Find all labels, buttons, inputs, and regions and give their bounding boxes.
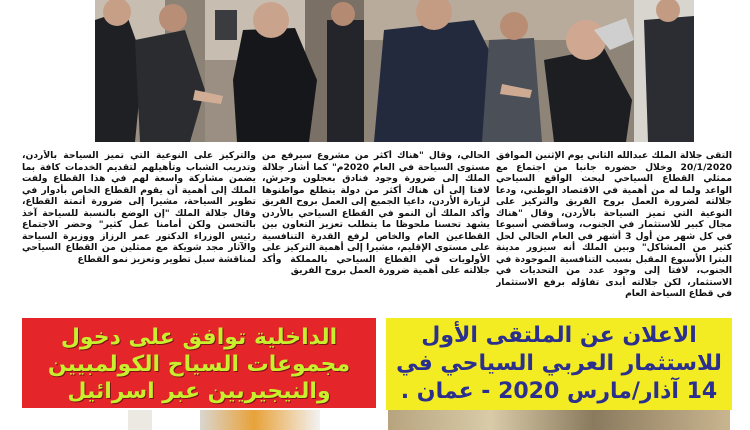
headline-banner-red (22, 318, 376, 408)
headline-banner-yellow (386, 318, 732, 410)
headline-red-line-3: والنيجيريين عبر اسرائيل (67, 379, 331, 404)
emblem-strip-bottom (128, 410, 152, 430)
photo-strip-bottom-right (388, 410, 730, 430)
article-column-left-text: والتركيز على النوعية التي تميز السياحة بالأردن، وتدريب الشباب وتأهيلهم لتقديم الخدمات كافة بما يضمن مشاركة واسعة لهم في هذا القطاع ولفت الملك إلى أهمية أن يقوم القطاع الخاص بأدوار في تطوير السياحة، مشيرا إلى ضرورة أتمتة القطاع، وقال جلالة الملك "إن الوضع بالنسبة للسياحة آخذ بالتحسن ولكن أمامنا عمل كثير" وحضر الاجتماع رئيس الوزراء الدكتور عمر الرزاز ووزيرة السياحة والآثار مجد شويكة مع ممثلين من القطاع السياحي لمناقشة سبل تطوير وتعزيز نمو القطاع (22, 150, 256, 265)
article-column-right-text: التقى جلالة الملك عبدالله الثاني يوم الإثنين الموافق 20/1/2020 وخلال حضوره جانبا من اجتماع مع ممثلي القطاع السياحي لبحث الواقع السياحي الواعد ولما له من أهمية في الاقتصاد الوطني، ودعا جلالته لضرورة العمل بروح الفريق والتركيز على النوعية التي تميز السياحة بالأردن، وقال "هناك مجال كبير للاستثمار في الجنوب، وسأقضي أسبوعا في كل شهر من أول 3 أشهر في العام الحالي لحل كثير من المشاكل" وبين الملك أنه سيزور مدينة البترا الأسبوع المقبل بسبب التنافسية الموجودة في الجنوب، لافتا إلى وجود عدد من التحديات في الاستثمار، لكن جلالته أبدى تفاؤله برفع الاستثمار في قطاع السياحة العام (496, 150, 732, 299)
headline-red-line-2: مجموعات السياح الكولمبيين (47, 352, 351, 377)
article-column-middle-text: الحالي، وقال "هناك أكثر من مشروع سيرفع من مستوى السياحة في العام 2020م" كما أشار جلالة الملك إلى ضرورة وجود فنادق بعجلون وجرش، لافتا إلى أن هناك أكثر من دولة يتطلع مواطنوها لزيارة الأردن، داعيا الجميع إلى العمل بروح الفريق وأكد الملك أن النمو في القطاع السياحي بالأردن يشهد تحسنا ملحوظا ما يتطلب تعزيز التعاون بين القطاعين العام والخاص لرفع القدرة التنافسية على مستوى الإقليم، مشيرا إلى أهمية التركيز على الأولويات في القطاع السياحي بالمملكة وأكد جلالته على أهمية ضرورة العمل بروح الفريق (262, 150, 490, 276)
headline-yellow-line-3: 14 آذار/مارس 2020 - عمان . (400, 379, 718, 404)
headline-red-line-1: الداخلية توافق على دخول (60, 325, 338, 350)
photo-strip-bottom-left (200, 410, 320, 430)
photo-king-greeting-right (364, 0, 694, 142)
headline-yellow-line-2: للاستثمار العربي السياحي في (396, 351, 722, 376)
article-column-right (496, 150, 732, 308)
photo-handshake-left (95, 0, 364, 142)
article-column-middle (262, 150, 490, 308)
headline-yellow-line-1: الاعلان عن الملتقى الأول (421, 323, 697, 348)
article-column-left (22, 150, 256, 308)
